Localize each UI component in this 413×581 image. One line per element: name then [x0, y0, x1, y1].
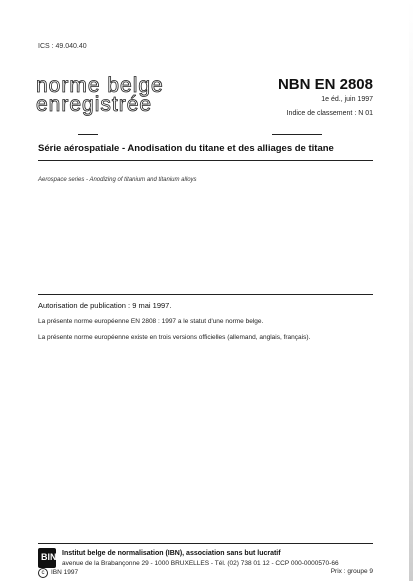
- rule-left: [78, 134, 98, 135]
- ibn-logo: [38, 548, 56, 568]
- brand-line-2: enregistrée: [36, 93, 153, 116]
- section-divider: [38, 294, 373, 295]
- copyright-text: IBN 1997: [51, 569, 79, 576]
- brand-line-1: norme belge: [36, 74, 164, 97]
- publication-authorization: Autorisation de publication : 9 mai 1997.: [38, 301, 172, 310]
- price-group: Prix : groupe 9: [330, 568, 373, 575]
- classification-index: Indice de classement : N 01: [286, 110, 373, 117]
- institute-address: avenue de la Brabançonne 29 - 1000 BRUXELLES - Tél. (02) 738 01 12 - CCP 000-0000570-66: [62, 560, 339, 567]
- rule-right: [272, 134, 322, 135]
- copyright: [38, 568, 78, 578]
- footer-divider: [38, 543, 373, 544]
- status-statement: La présente norme européenne EN 2808 : 1997 a le statut d'une norme belge.: [38, 318, 264, 325]
- english-subtitle: Aerospace series - Anodizing of titanium and titanium alloys: [38, 177, 197, 183]
- document-title: Série aérospatiale - Anodisation du titane et des alliages de titane: [38, 143, 334, 154]
- standard-number: NBN EN 2808: [277, 76, 373, 93]
- institute-name: Institut belge de normalisation (IBN), association sans but lucratif: [62, 550, 281, 557]
- copyright-icon: c: [38, 568, 48, 578]
- ibn-logo-text: BIN: [41, 552, 57, 562]
- versions-statement: La présente norme européenne existe en trois versions officielles (allemand, anglais, français).: [38, 334, 311, 341]
- title-underline: [38, 160, 373, 161]
- scan-edge-shadow: [409, 0, 413, 581]
- ics-code: ICS : 49.040.40: [38, 43, 87, 50]
- edition-date: 1e éd., juin 1997: [321, 96, 373, 103]
